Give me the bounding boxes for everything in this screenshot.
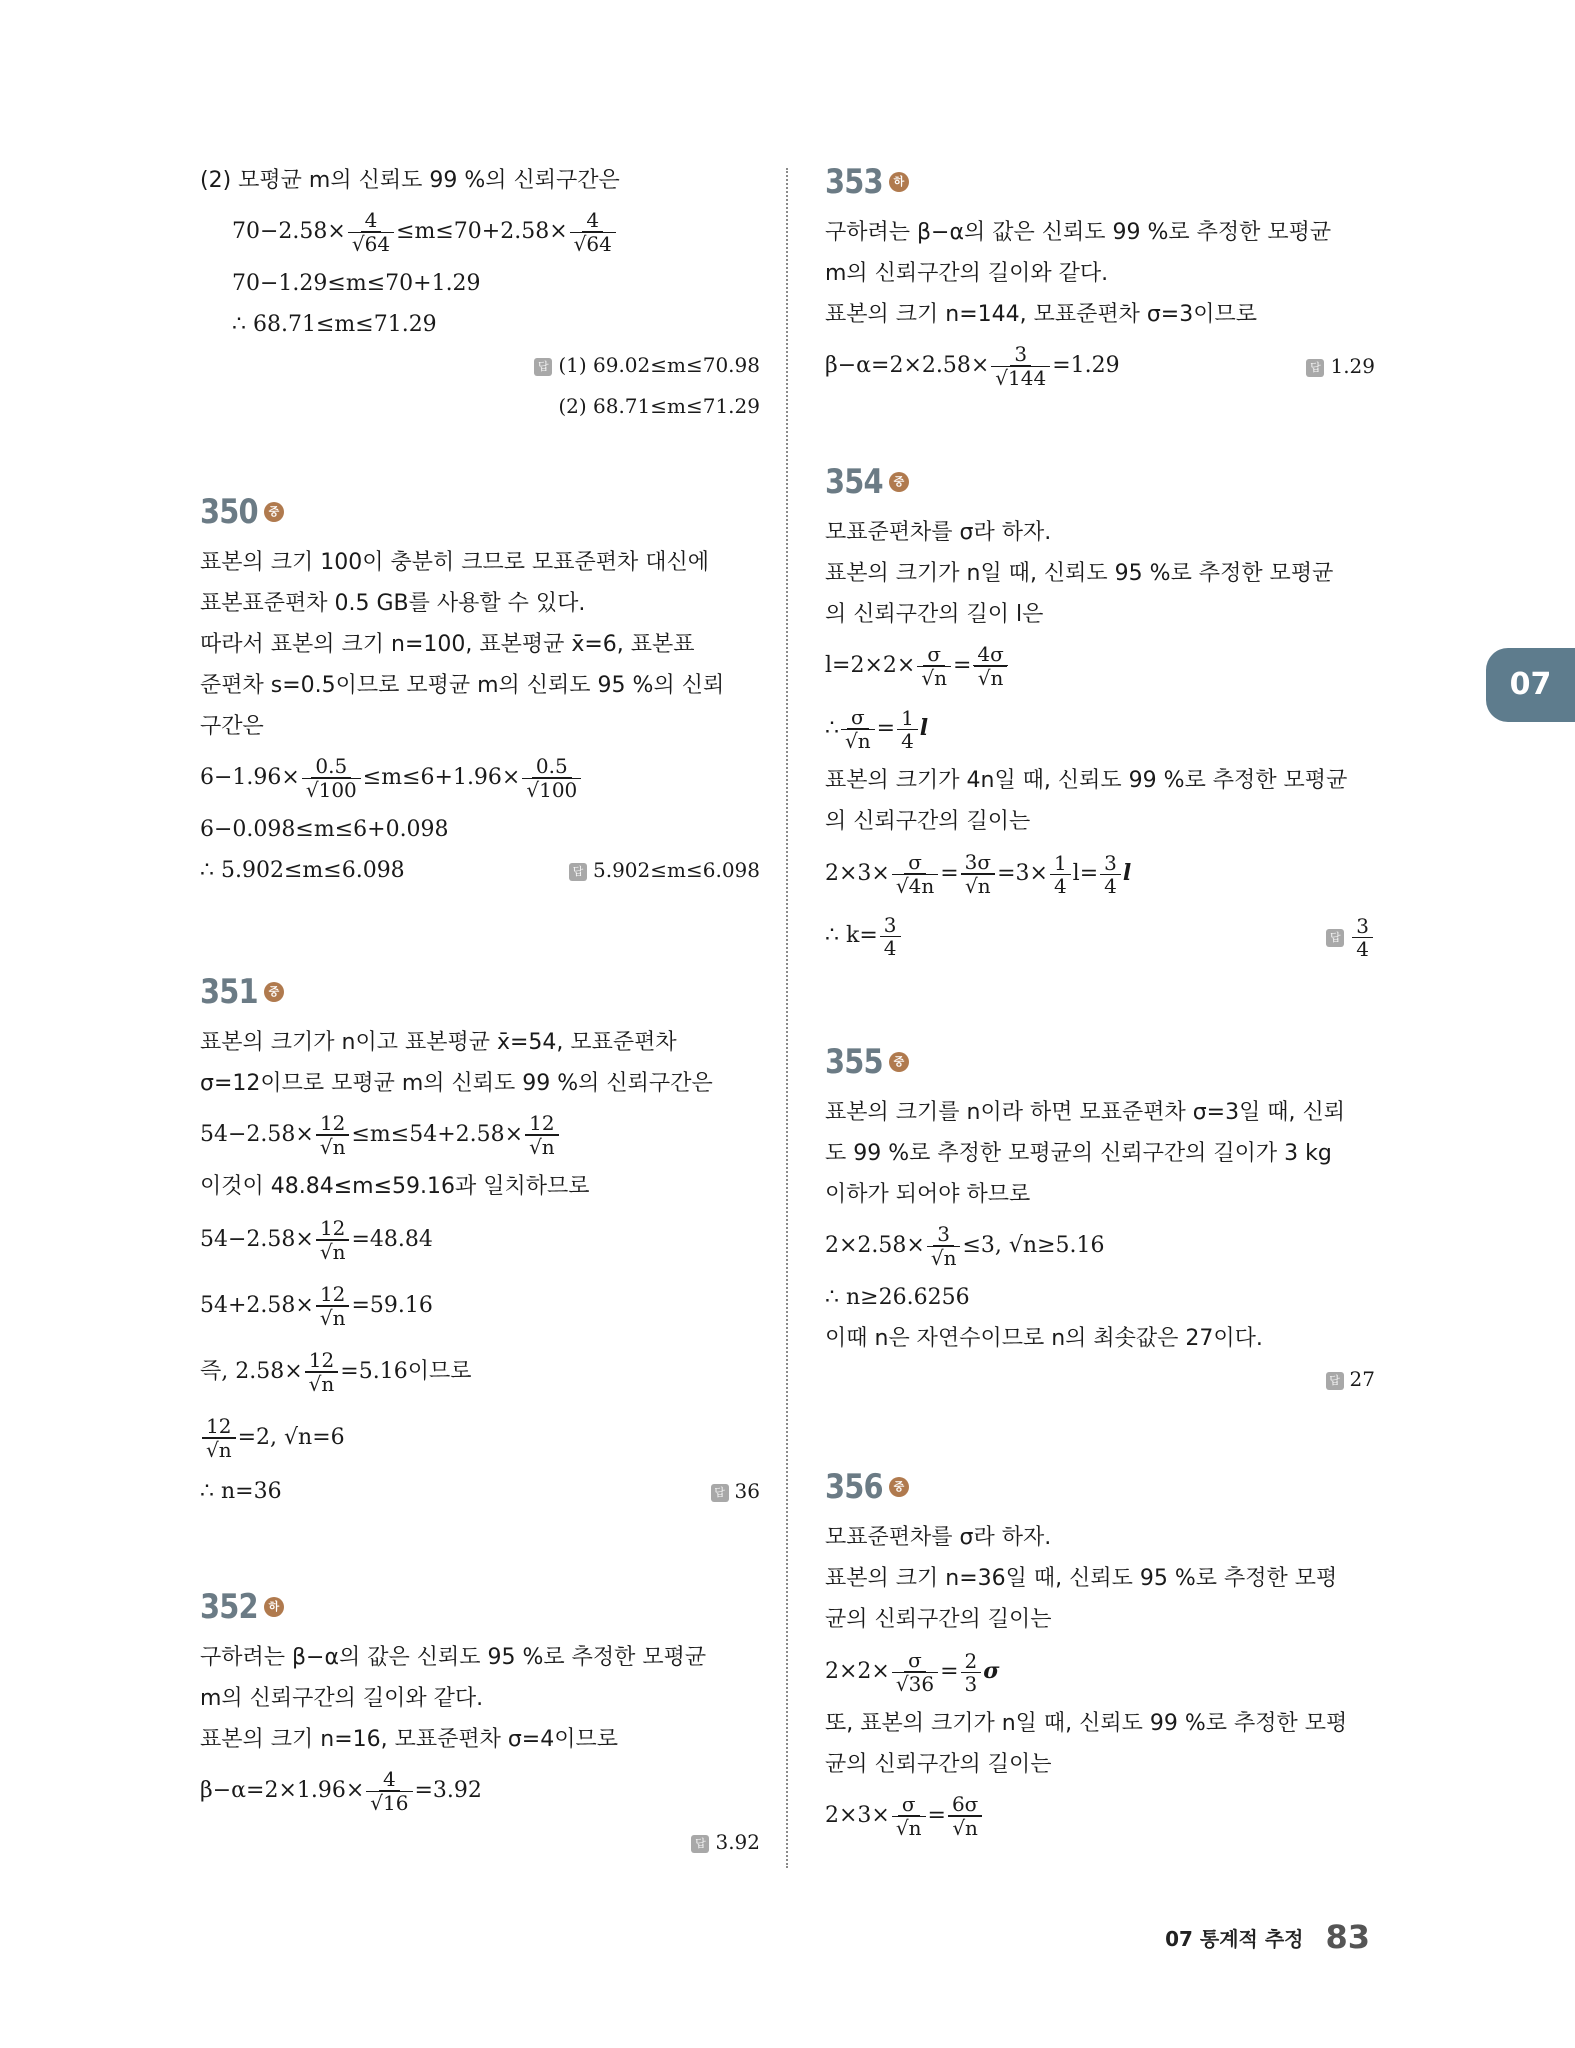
text-line: 준편차 s=0.5이므로 모평균 m의 신뢰도 95 %의 신뢰 (200, 673, 725, 698)
text-line: 표본표준편차 0.5 GB를 사용할 수 있다. (200, 591, 586, 616)
problem-number: 350 (200, 492, 258, 532)
text-line: 모표준편차를 σ라 하자. (825, 520, 1052, 545)
problem-356 (825, 1465, 1375, 1847)
math-line: 2×2.58× $\frac{3}{√n}$ ≤3, √n≥5.16 (825, 1222, 1105, 1270)
answer-icon: 답 (1326, 929, 1344, 947)
answer: 답 3.92 (691, 1822, 760, 1863)
problem-header (200, 1585, 760, 1629)
text-line: 표본의 크기 100이 충분히 크므로 모표준편차 대신에 (200, 550, 709, 575)
answer: 답 (1) 69.02≤m≤70.98 (534, 345, 760, 386)
answer: 답 36 (711, 1471, 760, 1512)
text-line: 표본의 크기 n=16, 모표준편차 σ=4이므로 (200, 1727, 618, 1752)
text-line: 의 신뢰구간의 길이는 (825, 809, 1031, 834)
problem-header (825, 160, 1375, 204)
math-line: ∴ n≥26.6256 (825, 1285, 970, 1310)
difficulty-badge: 하 (889, 172, 909, 192)
answer-row (200, 386, 760, 427)
answer: 답 5.902≤m≤6.098 (569, 850, 760, 891)
math-line: 70−2.58× $\frac{4}{√64}$ ≤m≤70+2.58× $\frac{4}{√64}$ (200, 201, 760, 263)
answer-row (200, 1822, 760, 1858)
problem-header (825, 1465, 1375, 1509)
math-line: l=2×2× $\frac{\sigma}{√n}$ = $\frac{4\sigma}{√n}$ (825, 635, 1375, 697)
problem-header (200, 970, 760, 1014)
text-line: σ=12이므로 모평균 m의 신뢰도 99 %의 신뢰구간은 (200, 1071, 713, 1096)
answer-icon: 답 (691, 1835, 709, 1853)
answer-row (200, 345, 760, 386)
text-line: 구하려는 β−α의 값은 신뢰도 99 %로 추정한 모평균 (825, 220, 1332, 245)
problem-number: 352 (200, 1587, 258, 1627)
difficulty-badge: 중 (889, 472, 909, 492)
text-line: 표본의 크기가 4n일 때, 신뢰도 99 %로 추정한 모평균 (825, 768, 1348, 793)
math-line: ∴ n=36 답 36 (200, 1471, 760, 1512)
math-line: 54+2.58× $\frac{12}{√n}$ =59.16 (200, 1282, 433, 1330)
problem-354 (825, 460, 1375, 967)
text-line: 의 신뢰구간의 길이 l은 (825, 602, 1044, 627)
answer-icon: 답 (1306, 359, 1324, 377)
text-line: 모표준편차를 σ라 하자. (825, 1525, 1052, 1550)
problem-349-continued (200, 160, 760, 427)
difficulty-badge: 중 (264, 502, 284, 522)
difficulty-badge: 하 (264, 1597, 284, 1617)
text-line: 균의 신뢰구간의 길이는 (825, 1607, 1052, 1632)
page-footer (1165, 1918, 1370, 1956)
text-line: 표본의 크기 n=36일 때, 신뢰도 95 %로 추정한 모평 (825, 1566, 1338, 1591)
text-line: 표본의 크기를 n이라 하면 모표준편차 σ=3일 때, 신뢰 (825, 1100, 1346, 1125)
math-line: ∴ $\frac{\sigma}{√n}$ = $\frac{1}{4}$ l (825, 705, 929, 753)
math-line: 2×3× $\frac{\sigma}{√n}$ = $\frac{6\sigma}{√n}$ (825, 1785, 1375, 1847)
text-line: 이하가 되어야 하므로 (825, 1182, 1031, 1207)
page-number: 83 (1325, 1918, 1370, 1956)
text-line: 이것이 48.84≤m≤59.16과 일치하므로 (200, 1174, 590, 1199)
answer-icon: 답 (534, 358, 552, 376)
math-line: 6−1.96× $\frac{0.5}{√100}$ ≤m≤6+1.96× $\frac{0.5}{√100}$ (200, 747, 760, 809)
math-line: ∴ k= $\frac{3}{4}$ 답 $\frac{3}{4}$ (825, 905, 1375, 967)
problem-number: 355 (825, 1042, 883, 1082)
math-line: 2×3× $\frac{\sigma}{√4n}$ = $\frac{3\sigma}{√n}$ =3× $\frac{1}{4}$ l= $\frac{3}{4}$ l (825, 850, 1132, 898)
problem-number: 354 (825, 462, 883, 502)
difficulty-badge: 중 (264, 982, 284, 1002)
answer-icon: 답 (569, 863, 587, 881)
answer: 답 27 (1326, 1359, 1375, 1400)
answer: 답 1.29 (1306, 335, 1375, 397)
text-line: 표본의 크기 n=144, 모표준편차 σ=3이므로 (825, 302, 1257, 327)
text-line: 도 99 %로 추정한 모평균의 신뢰구간의 길이가 3 kg (825, 1141, 1332, 1166)
problem-353 (825, 160, 1375, 397)
text-line: 이때 n은 자연수이므로 n의 최솟값은 27이다. (825, 1326, 1263, 1351)
text-line: 균의 신뢰구간의 길이는 (825, 1752, 1052, 1777)
problem-number: 353 (825, 162, 883, 202)
answer-icon: 답 (1326, 1372, 1344, 1390)
problem-350 (200, 490, 760, 891)
problem-number: 351 (200, 972, 258, 1012)
problem-number: 356 (825, 1467, 883, 1507)
answer-row (825, 1359, 1375, 1400)
answer-icon: 답 (711, 1484, 729, 1502)
math-line: 6−0.098≤m≤6+0.098 (200, 817, 449, 842)
text-line: (2) 모평균 m의 신뢰도 99 %의 신뢰구간은 (200, 168, 620, 193)
math-line: 즉, 2.58× $\frac{12}{√n}$ =5.16이므로 (200, 1348, 472, 1396)
math-line: β−α=2×1.96× $\frac{4}{√16}$ =3.92 (200, 1767, 482, 1815)
text-line: 구간은 (200, 714, 264, 739)
math-line: β−α=2×2.58× $\frac{3}{√144}$ =1.29 답 1.29 (825, 335, 1375, 397)
text-line: m의 신뢰구간의 길이와 같다. (825, 261, 1109, 286)
problem-header (200, 490, 760, 534)
math-line: 54−2.58× $\frac{12}{√n}$ ≤m≤54+2.58× $\frac{12}{√n}$ (200, 1104, 760, 1166)
answer: (2) 68.71≤m≤71.29 (558, 394, 760, 418)
math-line: 70−1.29≤m≤70+1.29 (232, 271, 481, 296)
problem-355 (825, 1040, 1375, 1400)
text-line: m의 신뢰구간의 길이와 같다. (200, 1686, 484, 1711)
answer: 답 $\frac{3}{4}$ (1326, 905, 1375, 967)
text-line: 따라서 표본의 크기 n=100, 표본평균 x̄=6, 표본표 (200, 632, 695, 657)
math-line: $\frac{12}{√n}$ =2, √n=6 (200, 1405, 760, 1471)
footer-chapter-title: 07 통계적 추정 (1165, 1926, 1304, 1951)
math-line: ∴ 5.902≤m≤6.098 답 5.902≤m≤6.098 (200, 850, 760, 891)
math-line: ∴ 68.71≤m≤71.29 (232, 312, 437, 337)
chapter-tab: 07 (1486, 648, 1575, 722)
text-line: 구하려는 β−α의 값은 신뢰도 95 %로 추정한 모평균 (200, 1645, 707, 1670)
math-line: 54−2.58× $\frac{12}{√n}$ =48.84 (200, 1216, 433, 1264)
column-divider (786, 168, 788, 1868)
difficulty-badge: 중 (889, 1052, 909, 1072)
difficulty-badge: 중 (889, 1477, 909, 1497)
problem-header (825, 1040, 1375, 1084)
problem-351 (200, 970, 760, 1512)
problem-352 (200, 1585, 760, 1858)
math-line: 2×2× $\frac{\sigma}{√36}$ = $\frac{2}{3}$ σ (825, 1648, 1000, 1696)
text-line: 표본의 크기가 n이고 표본평균 x̄=54, 모표준편차 (200, 1030, 677, 1055)
problem-header (825, 460, 1375, 504)
text-line: 또, 표본의 크기가 n일 때, 신뢰도 99 %로 추정한 모평 (825, 1711, 1348, 1736)
text-line: 표본의 크기가 n일 때, 신뢰도 95 %로 추정한 모평균 (825, 561, 1334, 586)
